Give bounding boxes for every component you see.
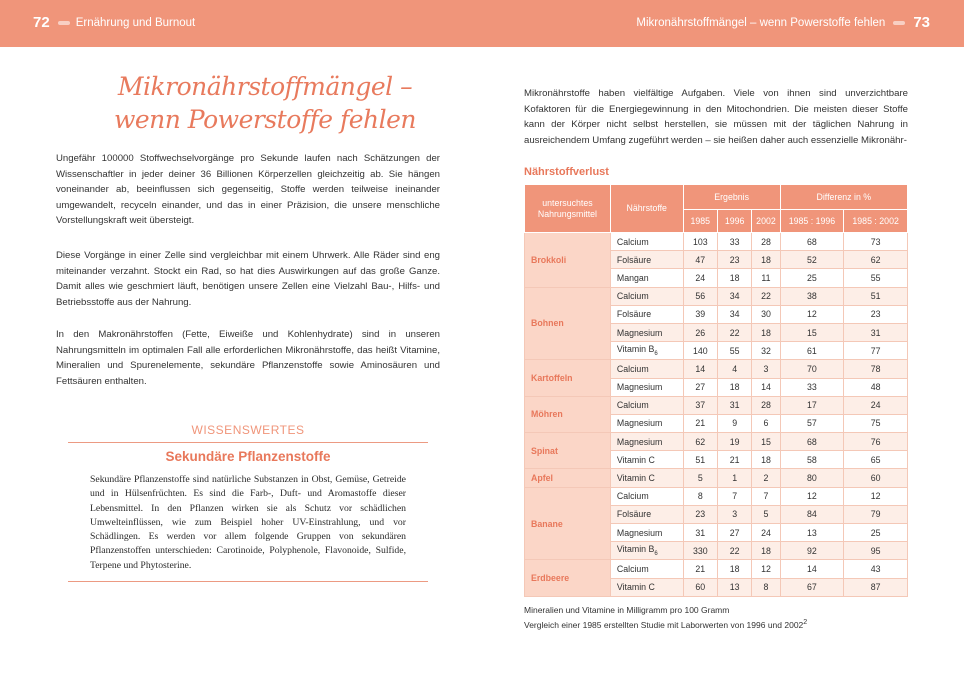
table-row <box>525 560 908 578</box>
nutrient-cell <box>610 524 683 542</box>
nutrient-cell <box>610 560 683 578</box>
header-difference: Differenz in % <box>780 185 907 210</box>
nutrient-cell <box>610 414 683 432</box>
value-cell: 57 <box>780 414 844 432</box>
paragraph: Mikronährstoffe haben vielfältige Aufgaben. Viele von ihnen sind unverzichtbare Kofaktoren für die Energiegewinnung in den Mitochondrien. Die meisten dieser Stoffe kann der Körper nicht selbst herstellen, sie müssen mit der täglichen Nahrung in ausreichendem Umfang zugeführt werden – sie heißen daher auch essenzielle Mikronähr- <box>524 88 908 146</box>
food-cell: Brokkoli <box>525 233 611 288</box>
header-right <box>636 14 930 31</box>
value-cell: 47 <box>683 251 717 269</box>
nutrient-cell <box>610 542 683 560</box>
footnote-superscript: 2 <box>803 618 808 626</box>
value-cell: 23 <box>683 505 717 523</box>
value-cell: 68 <box>780 233 844 251</box>
value-cell: 22 <box>717 323 751 341</box>
nutrient-cell <box>610 287 683 305</box>
value-cell: 52 <box>780 251 844 269</box>
value-cell: 103 <box>683 233 717 251</box>
food-cell: Banane <box>525 487 611 560</box>
footnote-text: Vergleich einer 1985 erstellten Studie mit Laborwerten von 1996 und 2002 <box>524 619 804 630</box>
value-cell: 62 <box>683 433 717 451</box>
value-cell: 28 <box>752 396 780 414</box>
value-cell: 67 <box>780 578 844 596</box>
value-cell: 9 <box>717 414 751 432</box>
value-cell: 38 <box>780 287 844 305</box>
value-cell: 60 <box>844 469 908 487</box>
nutrient-name: Magnesium <box>616 382 663 393</box>
value-cell: 14 <box>752 378 780 396</box>
value-cell: 25 <box>844 524 908 542</box>
value-cell: 34 <box>717 305 751 323</box>
value-cell: 15 <box>780 323 844 341</box>
table-body <box>525 233 908 597</box>
value-cell: 12 <box>780 305 844 323</box>
nutrient-cell <box>610 433 683 451</box>
nutrient-name: Vitamin B <box>616 344 655 355</box>
header-result: Ergebnis <box>683 185 780 210</box>
food-cell: Kartoffeln <box>525 360 611 396</box>
value-cell: 76 <box>844 433 908 451</box>
nutrient-name: Vitamin B <box>616 544 655 555</box>
value-cell: 18 <box>717 269 751 287</box>
nutrient-name: Magnesium <box>616 327 663 338</box>
nutrient-name: Calcium <box>616 363 649 374</box>
food-cell: Möhren <box>525 396 611 432</box>
value-cell: 25 <box>780 269 844 287</box>
value-cell: 39 <box>683 305 717 323</box>
value-cell: 8 <box>752 578 780 596</box>
nutrient-loss-table <box>524 184 908 597</box>
value-cell: 27 <box>717 524 751 542</box>
header-year-1996: 1996 <box>717 210 751 233</box>
value-cell: 24 <box>683 269 717 287</box>
nutrient-name: Vitamin C <box>616 473 655 484</box>
info-box-title: Sekundäre Pflanzenstoffe <box>165 449 331 464</box>
footnote-line <box>524 616 807 631</box>
value-cell: 18 <box>717 378 751 396</box>
value-cell: 7 <box>752 487 780 505</box>
value-cell: 33 <box>780 378 844 396</box>
dash-icon <box>58 21 70 25</box>
value-cell: 33 <box>717 233 751 251</box>
nutrient-name: Folsäure <box>616 509 652 520</box>
value-cell: 65 <box>844 451 908 469</box>
header-diff-2002: 1985 : 2002 <box>844 210 908 233</box>
value-cell: 31 <box>844 323 908 341</box>
nutrient-cell <box>610 505 683 523</box>
value-cell: 34 <box>717 287 751 305</box>
table-row <box>525 360 908 378</box>
value-cell: 75 <box>844 414 908 432</box>
header-diff-1996: 1985 : 1996 <box>780 210 844 233</box>
value-cell: 77 <box>844 342 908 360</box>
nutrient-cell <box>610 251 683 269</box>
value-cell: 30 <box>752 305 780 323</box>
dash-icon <box>893 21 905 25</box>
nutrient-name: Magnesium <box>616 436 663 447</box>
value-cell: 31 <box>683 524 717 542</box>
value-cell: 32 <box>752 342 780 360</box>
value-cell: 51 <box>844 287 908 305</box>
value-cell: 56 <box>683 287 717 305</box>
footnote-line: Mineralien und Vitamine in Milligramm pro 100 Gramm <box>524 605 730 615</box>
nutrient-subscript: 6 <box>654 551 658 558</box>
header-food: untersuchtes Nahrungsmittel <box>525 185 611 233</box>
value-cell: 55 <box>717 342 751 360</box>
value-cell: 14 <box>683 360 717 378</box>
value-cell: 24 <box>844 396 908 414</box>
info-box-label: WISSENSWERTES <box>191 423 305 437</box>
nutrient-name: Calcium <box>616 400 649 411</box>
value-cell: 12 <box>844 487 908 505</box>
value-cell: 12 <box>780 487 844 505</box>
left-running-title: Ernährung und Burnout <box>75 16 196 29</box>
value-cell: 26 <box>683 323 717 341</box>
value-cell: 3 <box>717 505 751 523</box>
value-cell: 18 <box>752 251 780 269</box>
nutrient-cell <box>610 360 683 378</box>
paragraph: In den Makronährstoffen (Fette, Eiweiße und Kohlenhydrate) sind in unseren Nahrungsmitteln im optimalen Fall alle erforderlichen Mikronährstoffe, das heißt Vitamine, Mineralien und Spurenelemente, sekundäre Pflanzenstoffe sowie Aminosäuren und Fettsäuren enthalten. <box>56 329 440 387</box>
value-cell: 51 <box>683 451 717 469</box>
nutrient-cell <box>610 378 683 396</box>
value-cell: 79 <box>844 505 908 523</box>
chapter-title <box>80 70 450 136</box>
value-cell: 18 <box>752 542 780 560</box>
table-row <box>525 487 908 505</box>
food-cell: Bohnen <box>525 287 611 360</box>
food-cell: Apfel <box>525 469 611 487</box>
value-cell: 70 <box>780 360 844 378</box>
value-cell: 6 <box>752 414 780 432</box>
page-header <box>0 0 964 47</box>
nutrient-name: Folsäure <box>616 309 652 320</box>
value-cell: 95 <box>844 542 908 560</box>
nutrient-cell <box>610 469 683 487</box>
value-cell: 21 <box>683 414 717 432</box>
nutrient-subscript: 6 <box>654 351 658 358</box>
value-cell: 23 <box>844 305 908 323</box>
info-box-text: Sekundäre Pflanzenstoffe sind natürliche Substanzen in Obst, Gemüse, Getreide und in Hülsenfrüchten. Es sind die Farb-, Duft- und Aromastoffe dieser Lebensmittel. In den Pflanzen wirken sie als Schutz vor schädlichen Umwelteinflüssen, wie zum Beispiel hoher UV-Einstrahlung, und vor Schädlingen. Es werden vor allem folgende Gruppen von sekundären Pflanzenstoffen unterschieden: Carotinoide, Polyphenole, Flavonoide, Sulfide, Terpene und Phytosterine. <box>90 474 406 571</box>
value-cell: 4 <box>717 360 751 378</box>
divider <box>68 442 428 443</box>
table-row <box>525 396 908 414</box>
nutrient-name: Mangan <box>616 272 649 283</box>
nutrient-cell <box>610 233 683 251</box>
value-cell: 15 <box>752 433 780 451</box>
header-year-1985: 1985 <box>683 210 717 233</box>
value-cell: 1 <box>717 469 751 487</box>
value-cell: 18 <box>752 323 780 341</box>
value-cell: 12 <box>752 560 780 578</box>
right-running-title: Mikronährstoffmängel – wenn Powerstoffe fehlen <box>636 16 886 29</box>
food-cell: Erdbeere <box>525 560 611 596</box>
header-year-2002: 2002 <box>752 210 780 233</box>
table-row <box>525 469 908 487</box>
value-cell: 5 <box>683 469 717 487</box>
nutrient-cell <box>610 451 683 469</box>
table-footnote <box>524 604 807 631</box>
nutrient-name: Calcium <box>616 563 649 574</box>
nutrient-name: Calcium <box>616 291 649 302</box>
value-cell: 58 <box>780 451 844 469</box>
value-cell: 13 <box>717 578 751 596</box>
table-row <box>525 233 908 251</box>
chapter-title-line2: wenn Powerstoffe fehlen <box>113 105 417 134</box>
nutrient-name: Magnesium <box>616 527 663 538</box>
value-cell: 78 <box>844 360 908 378</box>
nutrient-cell <box>610 323 683 341</box>
nutrient-cell <box>610 269 683 287</box>
nutrient-cell <box>610 396 683 414</box>
value-cell: 28 <box>752 233 780 251</box>
value-cell: 330 <box>683 542 717 560</box>
value-cell: 80 <box>780 469 844 487</box>
value-cell: 24 <box>752 524 780 542</box>
nutrient-name: Calcium <box>616 236 649 247</box>
value-cell: 18 <box>717 560 751 578</box>
value-cell: 68 <box>780 433 844 451</box>
nutrient-name: Magnesium <box>616 418 663 429</box>
value-cell: 21 <box>683 560 717 578</box>
value-cell: 140 <box>683 342 717 360</box>
value-cell: 22 <box>752 287 780 305</box>
table-row <box>525 433 908 451</box>
chapter-title-line1: Mikronährstoffmängel – <box>117 72 413 101</box>
value-cell: 3 <box>752 360 780 378</box>
value-cell: 5 <box>752 505 780 523</box>
value-cell: 27 <box>683 378 717 396</box>
value-cell: 84 <box>780 505 844 523</box>
value-cell: 8 <box>683 487 717 505</box>
nutrient-cell <box>610 342 683 360</box>
food-cell: Spinat <box>525 433 611 469</box>
value-cell: 60 <box>683 578 717 596</box>
value-cell: 21 <box>717 451 751 469</box>
nutrient-cell <box>610 305 683 323</box>
value-cell: 31 <box>717 396 751 414</box>
value-cell: 18 <box>752 451 780 469</box>
paragraph: Ungefähr 100000 Stoffwechselvorgänge pro Sekunde laufen nach Schätzungen der Wissenschaftler in jeder deiner 36 Billionen Körperzellen gleichzeitig ab. Sie hängen voneinander ab, beeinflussen sich gegenseitig, Stoffe werden teilweise ineinander umgewandelt, recyceln einander, und das in einer Präzision, die unsere menschliche Vorstellungskraft weit übersteigt. <box>56 153 440 227</box>
value-cell: 13 <box>780 524 844 542</box>
nutrient-name: Vitamin C <box>616 582 655 593</box>
value-cell: 43 <box>844 560 908 578</box>
value-cell: 61 <box>780 342 844 360</box>
value-cell: 73 <box>844 233 908 251</box>
nutrient-cell <box>610 578 683 596</box>
value-cell: 48 <box>844 378 908 396</box>
value-cell: 37 <box>683 396 717 414</box>
value-cell: 55 <box>844 269 908 287</box>
value-cell: 17 <box>780 396 844 414</box>
left-page-number: 72 <box>33 14 50 31</box>
nutrient-cell <box>610 487 683 505</box>
nutrient-name: Calcium <box>616 491 649 502</box>
table-title: Nährstoffverlust <box>524 166 609 178</box>
value-cell: 87 <box>844 578 908 596</box>
value-cell: 7 <box>717 487 751 505</box>
paragraph: Diese Vorgänge in einer Zelle sind vergleichbar mit einem Uhrwerk. Alle Räder sind eng miteinander verzahnt. Stockt ein Rad, so hat dies Auswirkungen auf das große Ganze. Damit alles wie geschmiert läuft, benötigen unsere Zellen eine Vielzahl Bau-, Hilfs- und Betriebsstoffe aus der Nahrung. <box>56 250 440 308</box>
header-nutrient: Nährstoffe <box>610 185 683 233</box>
divider <box>68 581 428 582</box>
header-left <box>33 14 195 31</box>
value-cell: 11 <box>752 269 780 287</box>
value-cell: 14 <box>780 560 844 578</box>
nutrient-name: Vitamin C <box>616 454 655 465</box>
table-row <box>525 287 908 305</box>
nutrient-name: Folsäure <box>616 254 652 265</box>
value-cell: 22 <box>717 542 751 560</box>
value-cell: 23 <box>717 251 751 269</box>
value-cell: 19 <box>717 433 751 451</box>
value-cell: 92 <box>780 542 844 560</box>
value-cell: 2 <box>752 469 780 487</box>
right-page-number: 73 <box>913 14 930 31</box>
value-cell: 62 <box>844 251 908 269</box>
